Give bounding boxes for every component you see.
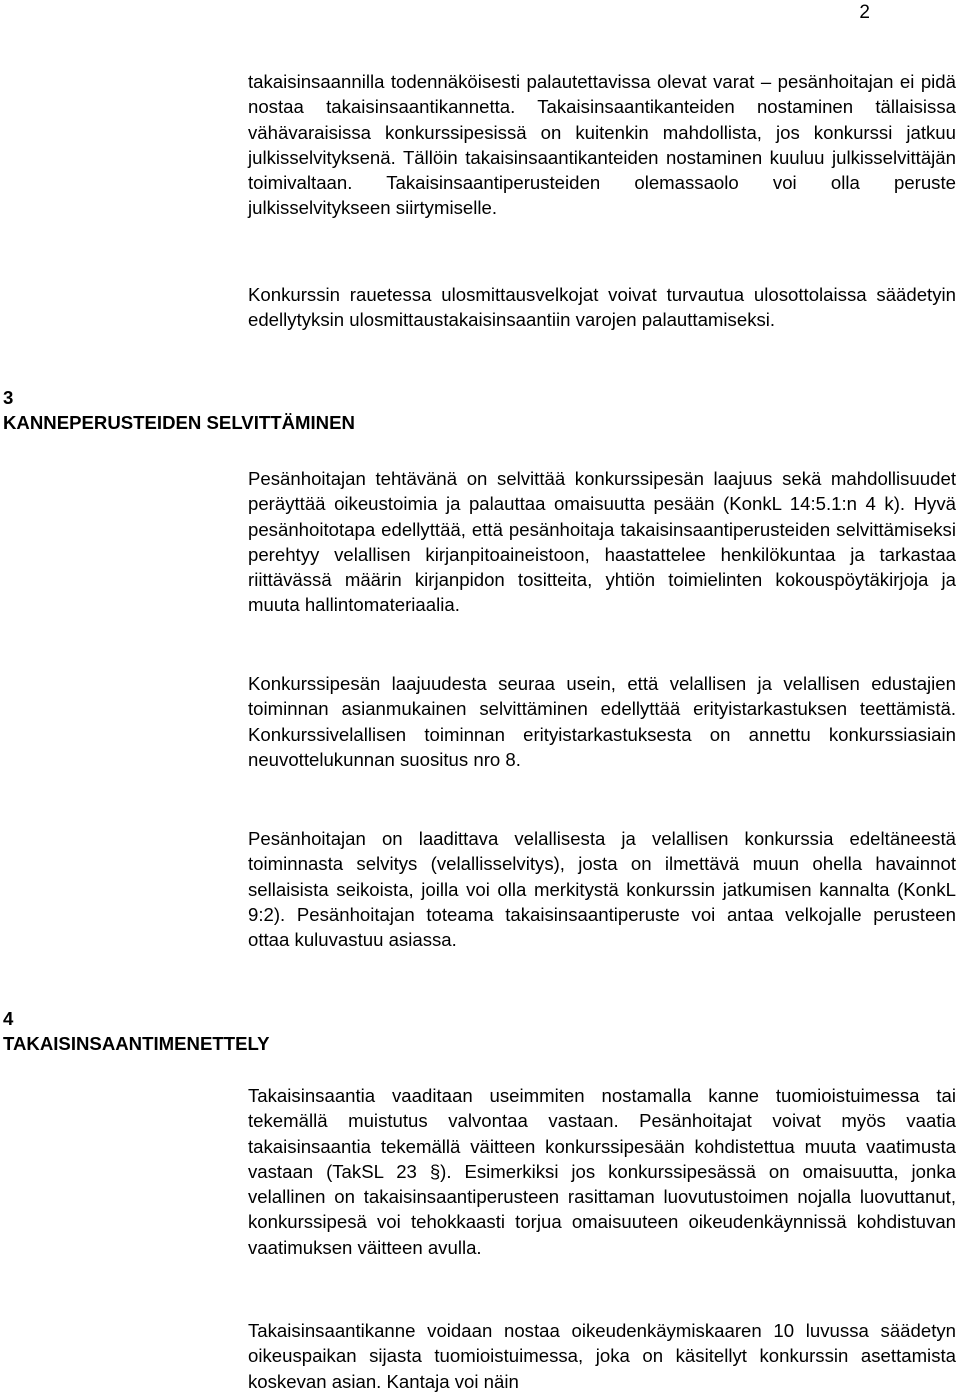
paragraph-body: Pesänhoitajan tehtävänä on selvittää konkurssipesän laajuus sekä mahdollisuudet peräyttää oikeustoimia ja palauttaa omaisuutta pesään (KonkL 14:5.1:n 4 k). Hyvä pesänhoitotapa edellyttää, että pesänhoitaja takaisinsaantiperusteiden selvittämiseksi perehtyy velallisen kirjanpitoaineistoon, haastattelee henkilökuntaa ja tarkastaa riittävässä määrin kirjanpidon tositteita, yhtiön toimielinten kokouspöytäkirjoja ja muuta hallintomateriaalia. — [248, 468, 956, 616]
paragraph-body: Takaisinsaantia vaaditaan useimmiten nostamalla kanne tuomioistuimessa tai tekemällä muistutus valvontaa vastaan. Pesänhoitajat voivat myös vaatia takaisinsaantia tekemällä väitteen konkurssipesään kohdistettua muuta vaatimusta vastaan (TakSL 23 §). Esimerkiksi jos konkurssipesässä on omaisuutta, jonka velallinen on takaisinsaantiperusteen rasittaman luovutustoimen nojalla luovuttanut, konkurssipesä voi tehokkaasti torjua omaisuuteen oikeudenkäynnissä kohdistuvan vaatimuksen väitteen avulla. — [248, 1085, 956, 1258]
paragraph-body: Pesänhoitajan on laadittava velallisesta ja velallisen konkurssia edeltäneestä toiminnasta selvitys (velallisselvitys), josta on ilmettävä muun ohella havainnot sellaisista seikoista, joilla voi olla merkitystä konkurssin jatkumisen kannalta (KonkL 9:2). Pesänhoitajan toteama takaisinsaantiperuste voi antaa velkojalle perusteen ottaa kuluvastuu asiassa. — [248, 828, 956, 951]
section-heading-4 — [3, 1006, 270, 1056]
paragraph-body: Konkurssin rauetessa ulosmittausvelkojat voivat turvautua ulosottolaissa säädetyin edellytyksin ulosmittaustakaisinsaantiin varojen palauttamiseksi. — [248, 284, 956, 331]
section-title: TAKAISINSAANTIMENETTELY — [3, 1033, 270, 1054]
paragraph-body: Takaisinsaantikanne voidaan nostaa oikeudenkäymiskaaren 10 luvussa säädetyn oikeuspaikan sijasta tuomioistuimessa, joka on käsitellyt konkurssin asettamista koskevan asian. Kantaja voi näin — [248, 1320, 956, 1392]
section-title: KANNEPERUSTEIDEN SELVITTÄMINEN — [3, 412, 355, 433]
section-heading-3 — [3, 385, 355, 435]
paragraph-body: takaisinsaannilla todennäköisesti palautettavissa olevat varat – pesänhoitajan ei pidä nostaa takaisinsaantikannetta. Takaisinsaantikanteiden nostaminen tällaisissa vähävaraisissa konkurssipesissä on kuitenkin mahdollista, jos konkurssi jatkuu julkisselvityksenä. Tällöin takaisinsaantikanteiden nostaminen kuuluu julkisselvittäjän toimivaltaan. Takaisinsaantiperusteiden olemassaolo voi olla peruste julkisselvitykseen siirtymiselle. — [248, 71, 956, 219]
paragraph-body: Konkurssipesän laajuudesta seuraa usein, että velallisen ja velallisen edustajien toiminnan asianmukainen selvittäminen edellyttää erityistarkastuksen teettämistä. Konkurssivelallisen toiminnan erityistarkastuksesta on annettu konkurssiasiain neuvottelukunnan suositus nro 8. — [248, 673, 956, 770]
page-number: 2 — [859, 2, 870, 23]
section-number: 3 — [3, 387, 14, 408]
section-number: 4 — [3, 1008, 14, 1029]
